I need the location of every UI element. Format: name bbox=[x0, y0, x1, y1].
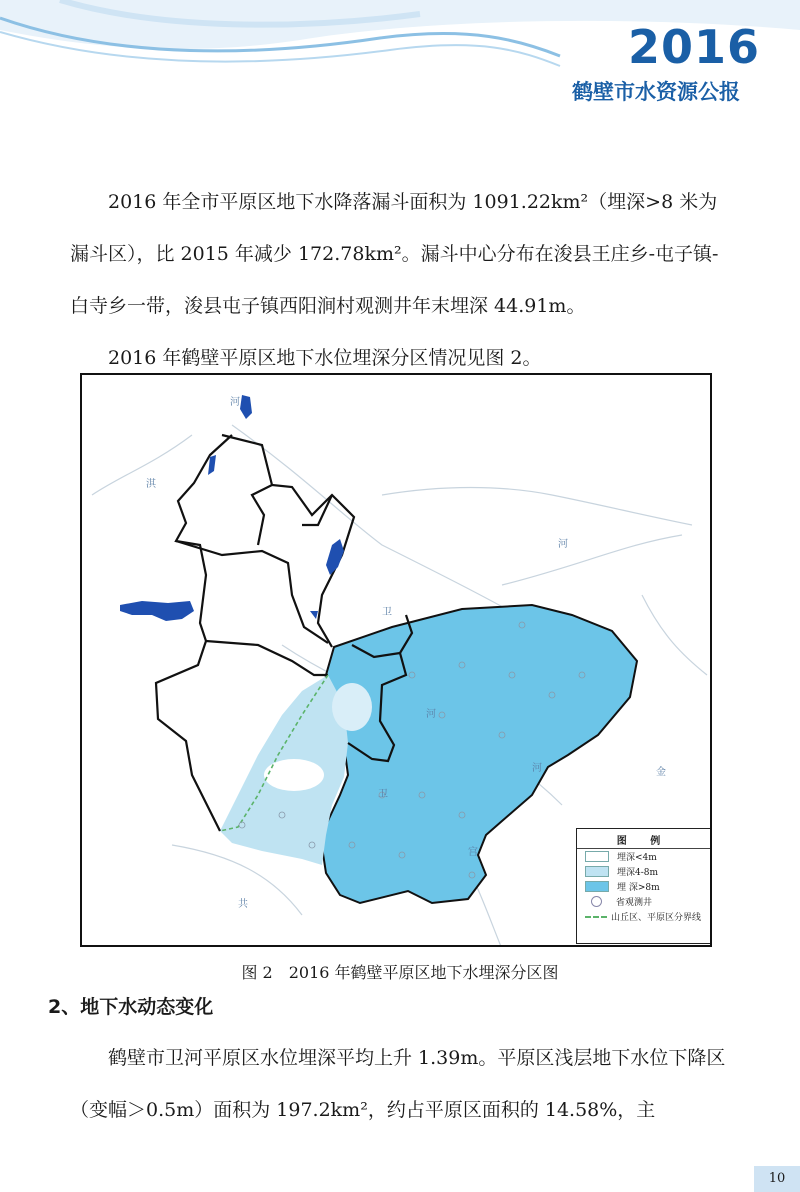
map-legend bbox=[576, 828, 711, 944]
river-label: 金 bbox=[656, 767, 666, 778]
river-label: 共 bbox=[238, 899, 248, 910]
section-heading: 2、地下水动态变化 bbox=[48, 996, 214, 1018]
legend-item: 埋深4-8m bbox=[577, 864, 710, 879]
legend-item: 山丘区、平原区分界线 bbox=[577, 909, 710, 924]
header-report-title: 鹤壁市水资源公报 bbox=[572, 80, 740, 104]
body-text-top bbox=[70, 176, 730, 384]
river-label: 卫 bbox=[382, 607, 392, 618]
river-label: 河 bbox=[558, 539, 568, 550]
river-label: 河 bbox=[230, 397, 240, 408]
river-label: 河 bbox=[532, 763, 542, 774]
legend-title: 图 例 bbox=[577, 829, 710, 849]
groundwater-depth-map bbox=[80, 373, 712, 947]
figure-caption: 图 2 2016 年鹤壁平原区地下水埋深分区图 bbox=[241, 963, 559, 982]
river-label: 河 bbox=[426, 709, 436, 720]
river-label: 淇 bbox=[146, 479, 156, 490]
paragraph-funnel-area: 2016 年全市平原区地下水降落漏斗面积为 1091.22km²（埋深>8 米为漏斗区），比 2015 年减少 172.78km²。漏斗中心分布在浚县王庄乡-屯子镇-白寺乡一带，浚县屯子镇西阳涧村观测井年末埋深 44.91m。 bbox=[70, 191, 719, 317]
page-number: 10 bbox=[754, 1166, 800, 1192]
legend-item: 省观测井 bbox=[577, 894, 710, 909]
body-text-bottom bbox=[70, 1032, 730, 1136]
river-label: 宫 bbox=[468, 847, 478, 858]
river-label: 卫 bbox=[378, 789, 388, 800]
paragraph-dynamics: 鹤壁市卫河平原区水位埋深平均上升 1.39m。平原区浅层地下水位下降区（变幅＞0.5m）面积为 197.2km²，约占平原区面积的 14.58%，主 bbox=[70, 1047, 726, 1121]
legend-item: 埋深<4m bbox=[577, 849, 710, 864]
legend-item: 埋 深>8m bbox=[577, 879, 710, 894]
paragraph-map-intro: 2016 年鹤壁平原区地下水位埋深分区情况见图 2。 bbox=[108, 347, 542, 369]
header-year: 2016 bbox=[627, 20, 760, 74]
